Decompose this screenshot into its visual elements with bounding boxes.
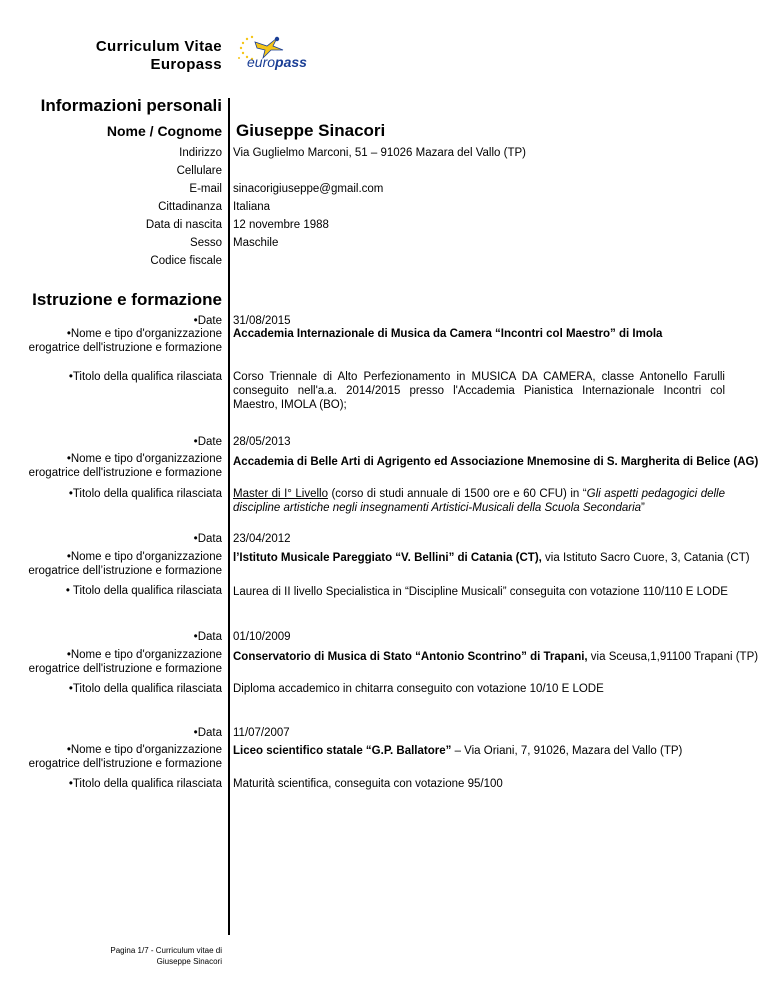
europass-wordmark [247,54,307,70]
email-label: E-mail [189,183,222,195]
edu-org-address: via Sceusa,1,91100 Trapani (TP) [587,651,759,663]
edu-title-value: Maturità scientifica, conseguita con votazione 95/100 [233,778,503,790]
edu-org-value [233,744,682,758]
edu-org-label [29,452,222,480]
name-label: Nome / Cognome [106,123,222,139]
edu-org-label-line1: •Nome e tipo d'organizzazione [66,453,222,465]
edu-date-value: 31/08/2015 [233,315,291,327]
edu-org-name: l’Istituto Musicale Pareggiato “V. Bellini” di Catania (CT), [233,552,542,564]
edu-org-label-line1: •Nome e tipo d'organizzazione [66,551,222,563]
cv-title [96,38,222,74]
taxcode-label: Codice fiscale [150,255,222,267]
edu-org-value [233,455,758,469]
edu-org-label-line2: erogatrice dell'istruzione e formazione [28,467,222,479]
citizenship-label: Cittadinanza [158,201,222,213]
edu-org-label-line1: •Nome e tipo d'organizzazione [66,649,222,661]
edu-title-value [233,487,725,515]
edu-title-subject: Gli aspetti pedagogici delle discipline artistiche negli insegnamenti Artistici-Musicali della Scuola Secondaria [233,488,725,514]
footer-line2: Giuseppe Sinacori [156,957,222,966]
edu-title-value: Laurea di II livello Specialistica in “Discipline Musicali” conseguita con votazione 110/110 E LODE [233,586,728,598]
edu-date-value: 28/05/2013 [233,436,291,448]
edu-org-address: via Istituto Sacro Cuore, 3, Catania (CT) [541,552,750,564]
edu-date-label: •Date [193,315,222,327]
logo-text-euro: euro [247,54,276,70]
edu-org-name: Liceo scientifico statale “G.P. Ballatore” [233,745,452,757]
cv-title-line1: Curriculum Vitae [95,38,222,55]
edu-org-name: Accademia di Belle Arti di Agrigento ed Associazione Mnemosine di S. Margherita di Belice (AG) [233,456,759,468]
edu-org-value [233,327,662,341]
edu-org-label-line2: erogatrice dell'istruzione e formazione [28,663,222,675]
birthdate-label: Data di nascita [145,219,222,231]
edu-date-label: •Data [193,727,222,739]
mobile-label: Cellulare [176,165,222,177]
edu-org-label [29,648,222,676]
section-title-education: Istruzione e formazione [32,290,222,309]
sex-label: Sesso [190,237,222,249]
edu-org-label-line1: •Nome e tipo d'organizzazione [66,744,222,756]
edu-title-value: Diploma accademico in chitarra conseguito con votazione 10/10 E LODE [233,683,604,695]
name-value: Giuseppe Sinacori [236,121,386,140]
edu-title-label: •Titolo della qualifica rilasciata [68,371,222,383]
edu-title-label: •Titolo della qualifica rilasciata [68,778,222,790]
address-value: Via Guglielmo Marconi, 51 – 91026 Mazara del Vallo (TP) [233,147,526,159]
edu-org-label-line1: •Nome e tipo d'organizzazione [66,328,222,340]
edu-org-label-line2: erogatrice dell’istruzione e formazione [28,565,222,577]
footer-line1: Pagina 1/7 - Curriculum vitae di [110,946,222,955]
edu-date-value: 11/07/2007 [233,727,290,739]
edu-org-value [233,650,758,664]
edu-title-value: Corso Triennale di Alto Perfezionamento in MUSICA DA CAMERA, classe Antonello Farulli conseguito nell'a.a. 2014/2015 presso l'Accademia Pianistica Internazionale Incontri col Maestro, IMOLA (BO); [233,371,725,411]
edu-org-value [233,551,750,565]
edu-date-label: •Data [193,631,222,643]
cv-title-line2: Europass [150,56,222,73]
edu-date-value: 01/10/2009 [233,631,291,643]
edu-org-address: – Via Oriani, 7, 91026, Mazara del Vallo (TP) [451,745,683,757]
edu-org-label [28,550,222,578]
edu-date-label: •Data [193,533,222,545]
edu-org-label [29,327,222,355]
edu-title-label: •Titolo della qualifica rilasciata [68,488,222,500]
section-title-personal: Informazioni personali [40,96,222,115]
edu-org-label-line2: erogatrice dell'istruzione e formazione [28,342,222,354]
sex-value: Maschile [233,237,279,249]
edu-title-master: Master di I° Livello [233,488,328,500]
birthdate-value: 12 novembre 1988 [233,219,329,231]
page-footer [110,945,222,967]
logo-text-pass: pass [275,54,307,70]
edu-date-label: •Date [193,436,222,448]
edu-title-label: •Titolo della qualifica rilasciata [68,683,222,695]
edu-org-name: Accademia Internazionale di Musica da Camera “Incontri col Maestro” di Imola [233,328,663,340]
edu-title-desc: (corso di studi annuale di 1500 ore e 60 CFU) in “ [327,488,587,500]
email-value: sinacorigiuseppe@gmail.com [233,183,384,195]
edu-org-label [29,743,222,771]
edu-org-name: Conservatorio di Musica di Stato “Antonio Scontrino” di Trapani, [233,651,588,663]
column-divider [228,98,230,935]
edu-org-label-line2: erogatrice dell'istruzione e formazione [28,758,222,770]
edu-title-end: ” [641,502,645,514]
europass-logo [233,34,313,74]
edu-date-value: 23/04/2012 [233,533,291,545]
address-label: Indirizzo [179,147,222,159]
edu-title-label: • Titolo della qualifica rilasciata [65,585,222,597]
citizenship-value: Italiana [233,201,271,213]
